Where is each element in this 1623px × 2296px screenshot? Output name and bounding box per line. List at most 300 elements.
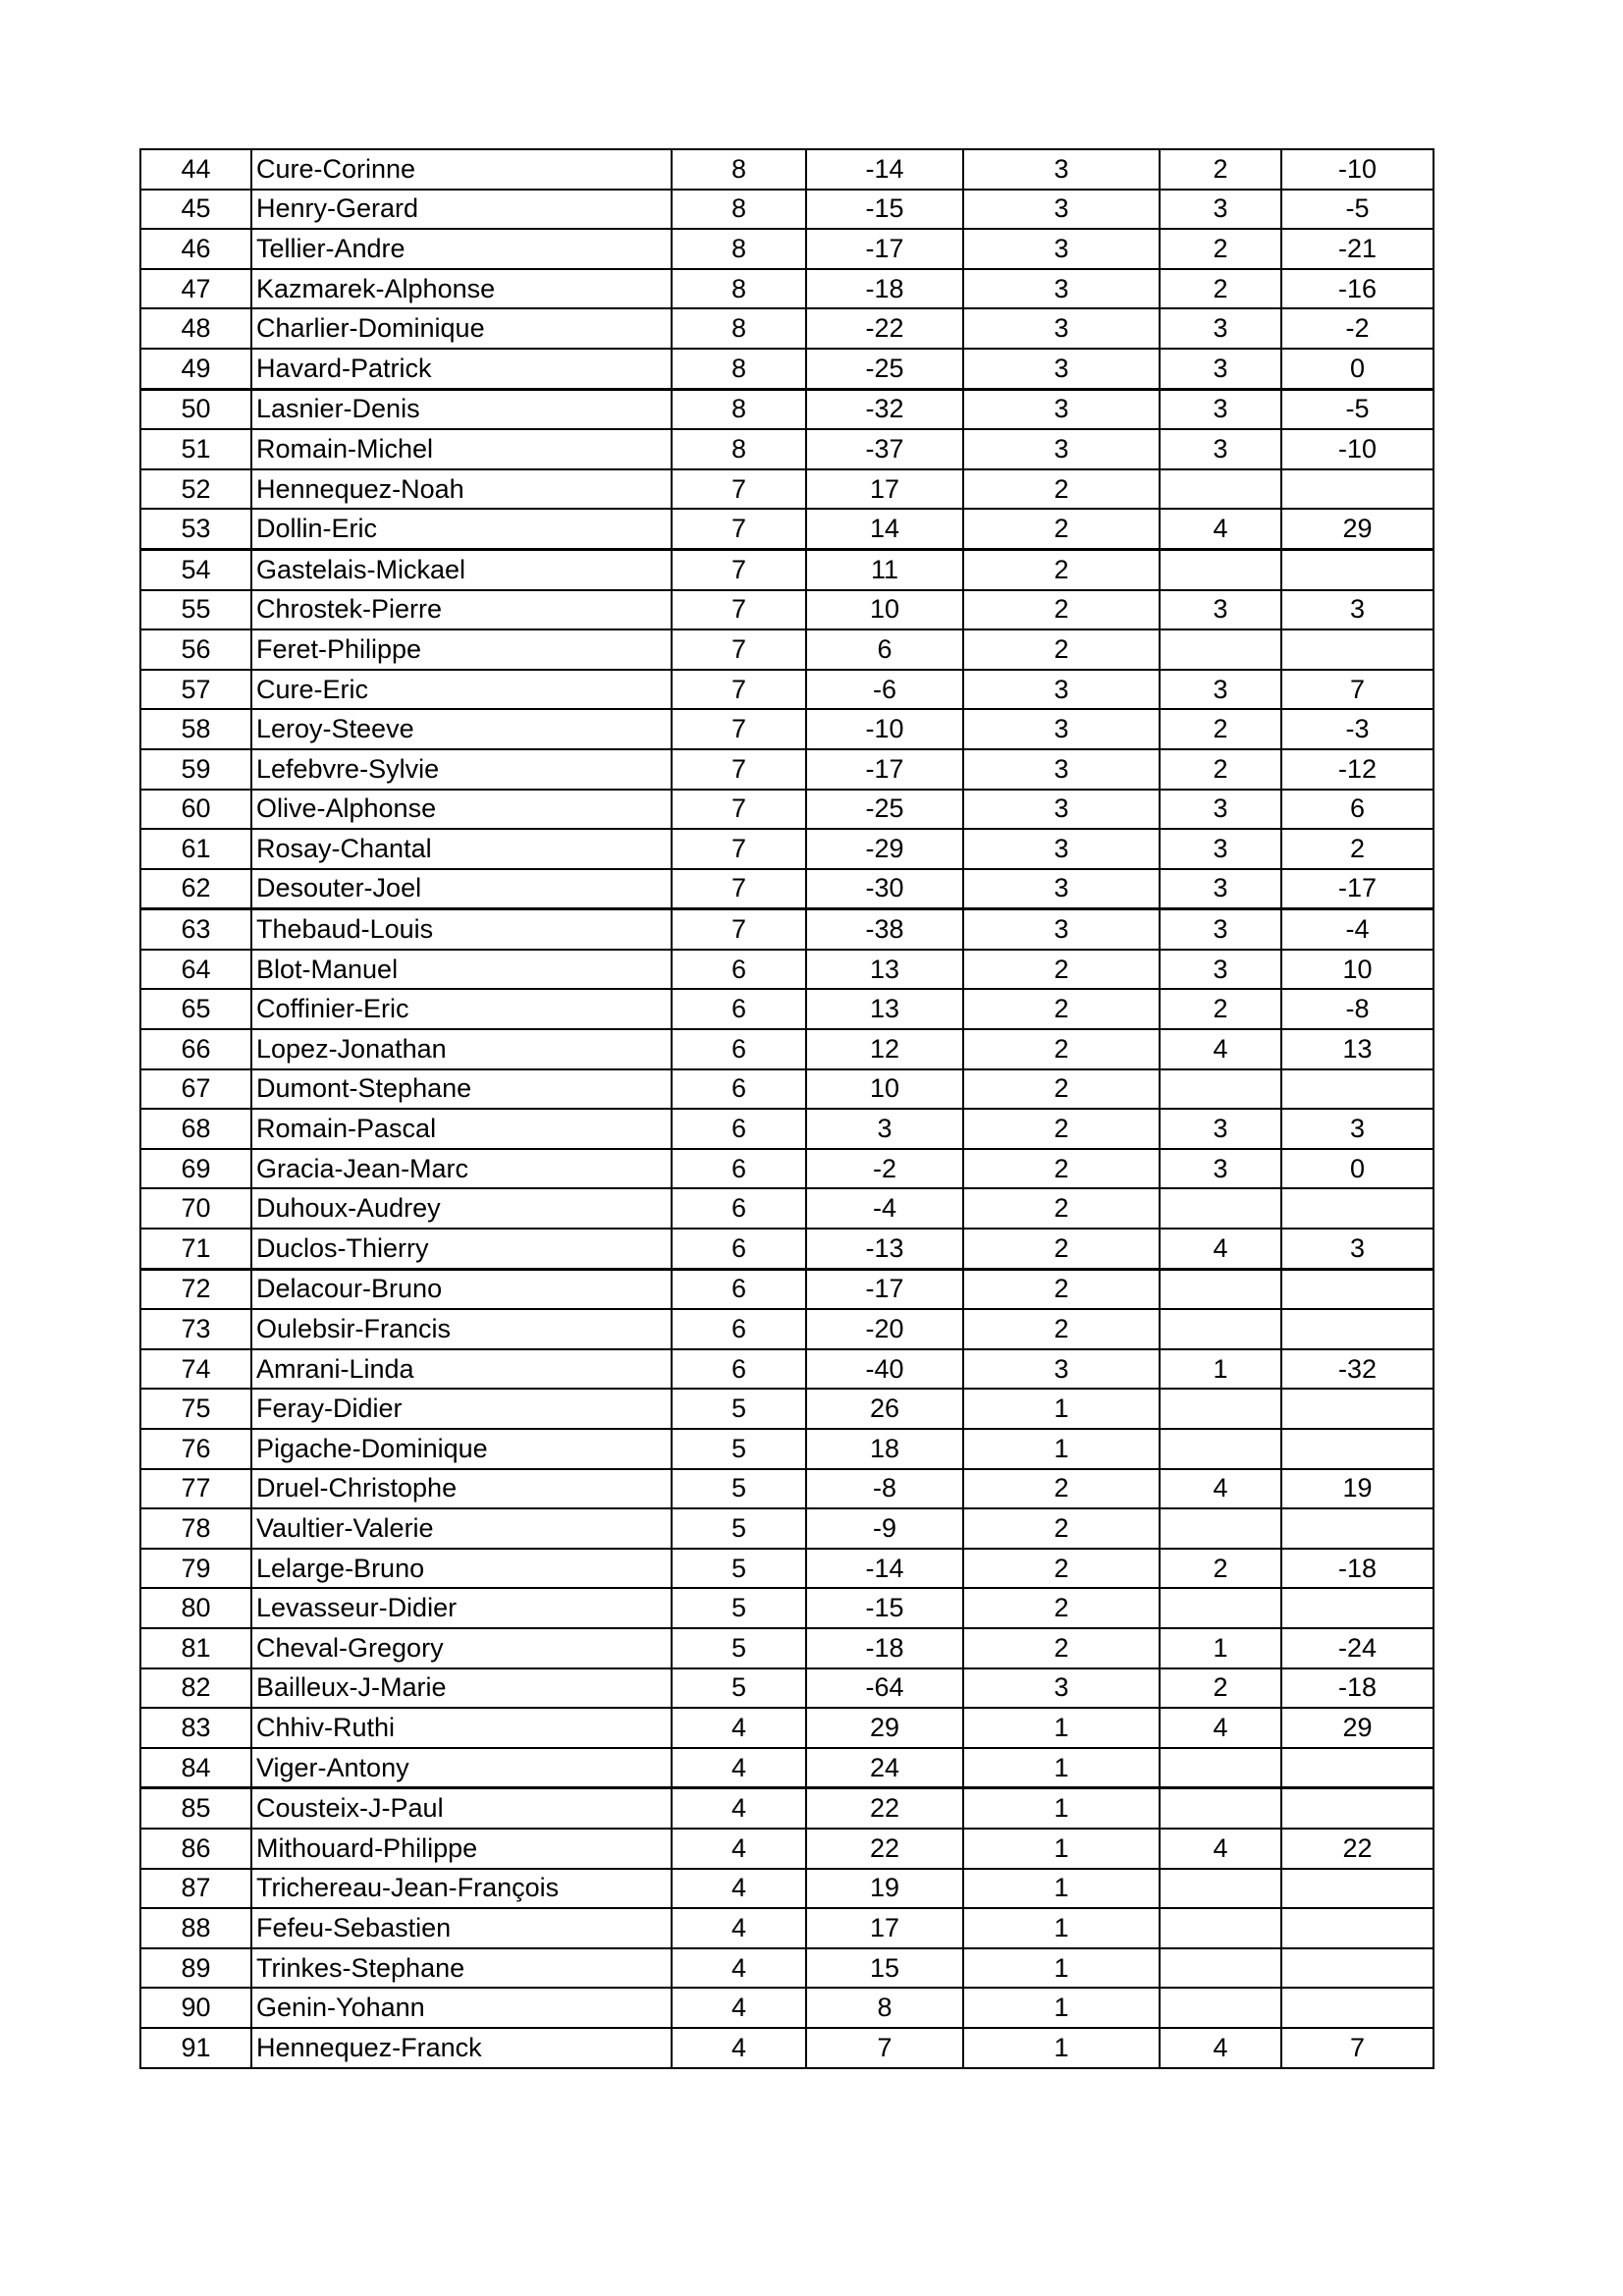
player-name-cell: Gracia-Jean-Marc xyxy=(251,1149,672,1189)
col5-cell: 1 xyxy=(963,2028,1160,2068)
col5-cell: 2 xyxy=(963,509,1160,549)
col5-cell: 1 xyxy=(963,1389,1160,1429)
rank-cell: 64 xyxy=(140,950,251,990)
col7-cell xyxy=(1281,629,1434,670)
col4-cell: 17 xyxy=(806,469,963,510)
col3-cell: 8 xyxy=(672,308,806,349)
col5-cell: 3 xyxy=(963,670,1160,710)
table-row xyxy=(140,829,1434,869)
col3-cell: 6 xyxy=(672,1109,806,1149)
col5-cell: 2 xyxy=(963,469,1160,510)
col6-cell: 2 xyxy=(1160,229,1281,269)
col5-cell: 1 xyxy=(963,1869,1160,1909)
col4-cell: -15 xyxy=(806,1588,963,1628)
rank-cell: 51 xyxy=(140,429,251,469)
col3-cell: 7 xyxy=(672,670,806,710)
col4-cell: 11 xyxy=(806,549,963,589)
rank-cell: 60 xyxy=(140,790,251,830)
table-row xyxy=(140,790,1434,830)
rank-cell: 87 xyxy=(140,1869,251,1909)
player-name-cell: Dollin-Eric xyxy=(251,509,672,549)
col7-cell: -3 xyxy=(1281,709,1434,749)
col7-cell: -5 xyxy=(1281,190,1434,230)
col5-cell: 2 xyxy=(963,950,1160,990)
col5-cell: 2 xyxy=(963,1549,1160,1589)
col6-cell: 3 xyxy=(1160,190,1281,230)
table-row xyxy=(140,229,1434,269)
table-row xyxy=(140,349,1434,389)
table-row xyxy=(140,1788,1434,1829)
table-row xyxy=(140,1988,1434,2028)
col3-cell: 8 xyxy=(672,429,806,469)
col5-cell: 3 xyxy=(963,389,1160,429)
col3-cell: 5 xyxy=(672,1668,806,1709)
col3-cell: 6 xyxy=(672,950,806,990)
col7-cell: 29 xyxy=(1281,509,1434,549)
rank-cell: 78 xyxy=(140,1508,251,1549)
table-row xyxy=(140,1829,1434,1869)
table-row xyxy=(140,1309,1434,1349)
col5-cell: 2 xyxy=(963,1188,1160,1229)
table-row xyxy=(140,1748,1434,1788)
col4-cell: -22 xyxy=(806,308,963,349)
col5-cell: 1 xyxy=(963,1829,1160,1869)
col6-cell xyxy=(1160,469,1281,510)
table-row xyxy=(140,1588,1434,1628)
table-row xyxy=(140,709,1434,749)
rank-cell: 90 xyxy=(140,1988,251,2028)
col5-cell: 3 xyxy=(963,709,1160,749)
rank-cell: 55 xyxy=(140,590,251,630)
col5-cell: 3 xyxy=(963,308,1160,349)
rank-cell: 70 xyxy=(140,1188,251,1229)
col5-cell: 2 xyxy=(963,1588,1160,1628)
table-row xyxy=(140,1029,1434,1069)
col5-cell: 3 xyxy=(963,1668,1160,1709)
rank-cell: 52 xyxy=(140,469,251,510)
rank-cell: 50 xyxy=(140,389,251,429)
col5-cell: 3 xyxy=(963,190,1160,230)
col4-cell: -17 xyxy=(806,1269,963,1309)
rank-cell: 85 xyxy=(140,1788,251,1829)
col7-cell: 7 xyxy=(1281,2028,1434,2068)
col6-cell: 4 xyxy=(1160,1829,1281,1869)
table-row xyxy=(140,1708,1434,1748)
rank-cell: 75 xyxy=(140,1389,251,1429)
player-name-cell: Desouter-Joel xyxy=(251,869,672,909)
col4-cell: 7 xyxy=(806,2028,963,2068)
table-row xyxy=(140,1188,1434,1229)
col6-cell xyxy=(1160,1508,1281,1549)
col5-cell: 1 xyxy=(963,1988,1160,2028)
table-row xyxy=(140,2028,1434,2068)
col5-cell: 3 xyxy=(963,229,1160,269)
rank-cell: 81 xyxy=(140,1628,251,1668)
col6-cell: 2 xyxy=(1160,989,1281,1029)
col7-cell xyxy=(1281,1948,1434,1989)
col4-cell: -18 xyxy=(806,1628,963,1668)
col3-cell: 7 xyxy=(672,469,806,510)
player-name-cell: Amrani-Linda xyxy=(251,1349,672,1390)
player-name-cell: Cousteix-J-Paul xyxy=(251,1788,672,1829)
col3-cell: 4 xyxy=(672,1708,806,1748)
col7-cell: 29 xyxy=(1281,1708,1434,1748)
col7-cell xyxy=(1281,1429,1434,1469)
rank-cell: 71 xyxy=(140,1229,251,1269)
col3-cell: 7 xyxy=(672,509,806,549)
col3-cell: 6 xyxy=(672,1309,806,1349)
col4-cell: -2 xyxy=(806,1149,963,1189)
col6-cell xyxy=(1160,1588,1281,1628)
table-row xyxy=(140,1869,1434,1909)
col7-cell: -21 xyxy=(1281,229,1434,269)
rank-cell: 44 xyxy=(140,149,251,190)
table-row xyxy=(140,429,1434,469)
col5-cell: 2 xyxy=(963,1309,1160,1349)
col6-cell: 4 xyxy=(1160,1708,1281,1748)
col6-cell: 1 xyxy=(1160,1349,1281,1390)
col7-cell: 13 xyxy=(1281,1029,1434,1069)
table-row xyxy=(140,590,1434,630)
col7-cell: 10 xyxy=(1281,950,1434,990)
col4-cell: 14 xyxy=(806,509,963,549)
col5-cell: 2 xyxy=(963,590,1160,630)
col6-cell: 2 xyxy=(1160,709,1281,749)
col6-cell: 3 xyxy=(1160,829,1281,869)
rank-cell: 61 xyxy=(140,829,251,869)
col7-cell xyxy=(1281,1389,1434,1429)
col5-cell: 3 xyxy=(963,869,1160,909)
col4-cell: 15 xyxy=(806,1948,963,1989)
rank-cell: 72 xyxy=(140,1269,251,1309)
player-name-cell: Feret-Philippe xyxy=(251,629,672,670)
col6-cell: 3 xyxy=(1160,590,1281,630)
player-name-cell: Kazmarek-Alphonse xyxy=(251,269,672,309)
results-table-body xyxy=(140,149,1434,2068)
col6-cell: 3 xyxy=(1160,670,1281,710)
player-name-cell: Bailleux-J-Marie xyxy=(251,1668,672,1709)
col7-cell xyxy=(1281,1988,1434,2028)
col6-cell: 4 xyxy=(1160,509,1281,549)
col6-cell: 4 xyxy=(1160,1469,1281,1509)
col6-cell xyxy=(1160,1869,1281,1909)
col4-cell: 10 xyxy=(806,1069,963,1110)
col7-cell xyxy=(1281,1188,1434,1229)
col6-cell xyxy=(1160,549,1281,589)
col6-cell: 3 xyxy=(1160,429,1281,469)
player-name-cell: Olive-Alphonse xyxy=(251,790,672,830)
col5-cell: 2 xyxy=(963,1508,1160,1549)
player-name-cell: Chrostek-Pierre xyxy=(251,590,672,630)
col6-cell xyxy=(1160,1788,1281,1829)
col4-cell: 26 xyxy=(806,1389,963,1429)
rank-cell: 79 xyxy=(140,1549,251,1589)
rank-cell: 54 xyxy=(140,549,251,589)
col7-cell: 6 xyxy=(1281,790,1434,830)
col6-cell: 2 xyxy=(1160,1668,1281,1709)
rank-cell: 62 xyxy=(140,869,251,909)
col4-cell: 13 xyxy=(806,989,963,1029)
col6-cell: 3 xyxy=(1160,349,1281,389)
col3-cell: 6 xyxy=(672,1029,806,1069)
col6-cell: 3 xyxy=(1160,1149,1281,1189)
col5-cell: 2 xyxy=(963,1269,1160,1309)
table-row xyxy=(140,1349,1434,1390)
col3-cell: 8 xyxy=(672,349,806,389)
rank-cell: 69 xyxy=(140,1149,251,1189)
table-row xyxy=(140,1628,1434,1668)
col6-cell xyxy=(1160,1389,1281,1429)
col4-cell: -20 xyxy=(806,1309,963,1349)
table-row xyxy=(140,549,1434,589)
col3-cell: 5 xyxy=(672,1389,806,1429)
col4-cell: 12 xyxy=(806,1029,963,1069)
player-name-cell: Mithouard-Philippe xyxy=(251,1829,672,1869)
table-row xyxy=(140,269,1434,309)
col6-cell: 2 xyxy=(1160,269,1281,309)
player-name-cell: Tellier-Andre xyxy=(251,229,672,269)
col3-cell: 4 xyxy=(672,1988,806,2028)
player-name-cell: Hennequez-Noah xyxy=(251,469,672,510)
col6-cell: 2 xyxy=(1160,149,1281,190)
col5-cell: 3 xyxy=(963,909,1160,950)
col6-cell: 2 xyxy=(1160,749,1281,790)
table-row xyxy=(140,1229,1434,1269)
table-row xyxy=(140,1269,1434,1309)
table-row xyxy=(140,1508,1434,1549)
table-row xyxy=(140,670,1434,710)
col7-cell: 7 xyxy=(1281,670,1434,710)
col4-cell: -18 xyxy=(806,269,963,309)
col4-cell: 22 xyxy=(806,1829,963,1869)
col3-cell: 4 xyxy=(672,1869,806,1909)
col3-cell: 4 xyxy=(672,2028,806,2068)
player-name-cell: Feray-Didier xyxy=(251,1389,672,1429)
player-name-cell: Delacour-Bruno xyxy=(251,1269,672,1309)
player-name-cell: Dumont-Stephane xyxy=(251,1069,672,1110)
col4-cell: 13 xyxy=(806,950,963,990)
table-row xyxy=(140,1149,1434,1189)
col5-cell: 3 xyxy=(963,749,1160,790)
col4-cell: -64 xyxy=(806,1668,963,1709)
player-name-cell: Trinkes-Stephane xyxy=(251,1948,672,1989)
player-name-cell: Chhiv-Ruthi xyxy=(251,1708,672,1748)
col3-cell: 4 xyxy=(672,1829,806,1869)
col3-cell: 7 xyxy=(672,709,806,749)
col6-cell xyxy=(1160,1948,1281,1989)
col5-cell: 2 xyxy=(963,1029,1160,1069)
col6-cell: 3 xyxy=(1160,308,1281,349)
col5-cell: 2 xyxy=(963,1069,1160,1110)
col5-cell: 2 xyxy=(963,1469,1160,1509)
col7-cell: 3 xyxy=(1281,590,1434,630)
col3-cell: 4 xyxy=(672,1908,806,1948)
col7-cell: 2 xyxy=(1281,829,1434,869)
player-name-cell: Fefeu-Sebastien xyxy=(251,1908,672,1948)
col4-cell: -15 xyxy=(806,190,963,230)
col4-cell: -8 xyxy=(806,1469,963,1509)
rank-cell: 56 xyxy=(140,629,251,670)
player-name-cell: Oulebsir-Francis xyxy=(251,1309,672,1349)
rank-cell: 63 xyxy=(140,909,251,950)
col5-cell: 2 xyxy=(963,549,1160,589)
col7-cell: -32 xyxy=(1281,1349,1434,1390)
col7-cell xyxy=(1281,1069,1434,1110)
col3-cell: 6 xyxy=(672,1188,806,1229)
rank-cell: 47 xyxy=(140,269,251,309)
col4-cell: -37 xyxy=(806,429,963,469)
col5-cell: 2 xyxy=(963,1229,1160,1269)
col7-cell: -18 xyxy=(1281,1549,1434,1589)
col7-cell xyxy=(1281,469,1434,510)
results-table xyxy=(139,148,1434,2069)
rank-cell: 53 xyxy=(140,509,251,549)
col7-cell xyxy=(1281,1788,1434,1829)
col5-cell: 2 xyxy=(963,1149,1160,1189)
col6-cell: 1 xyxy=(1160,1628,1281,1668)
col4-cell: 8 xyxy=(806,1988,963,2028)
table-row xyxy=(140,389,1434,429)
col7-cell: 3 xyxy=(1281,1109,1434,1149)
rank-cell: 74 xyxy=(140,1349,251,1390)
player-name-cell: Charlier-Dominique xyxy=(251,308,672,349)
col5-cell: 3 xyxy=(963,349,1160,389)
rank-cell: 45 xyxy=(140,190,251,230)
player-name-cell: Thebaud-Louis xyxy=(251,909,672,950)
rank-cell: 80 xyxy=(140,1588,251,1628)
col6-cell: 3 xyxy=(1160,950,1281,990)
col7-cell: -17 xyxy=(1281,869,1434,909)
col7-cell: 0 xyxy=(1281,349,1434,389)
player-name-cell: Cheval-Gregory xyxy=(251,1628,672,1668)
col7-cell: -10 xyxy=(1281,149,1434,190)
col6-cell xyxy=(1160,1908,1281,1948)
col5-cell: 1 xyxy=(963,1748,1160,1788)
col5-cell: 2 xyxy=(963,1628,1160,1668)
player-name-cell: Lefebvre-Sylvie xyxy=(251,749,672,790)
col3-cell: 8 xyxy=(672,269,806,309)
col3-cell: 5 xyxy=(672,1429,806,1469)
col7-cell: -16 xyxy=(1281,269,1434,309)
col7-cell xyxy=(1281,1309,1434,1349)
rank-cell: 46 xyxy=(140,229,251,269)
table-row xyxy=(140,749,1434,790)
col4-cell: 19 xyxy=(806,1869,963,1909)
col3-cell: 5 xyxy=(672,1469,806,1509)
col5-cell: 3 xyxy=(963,429,1160,469)
player-name-cell: Druel-Christophe xyxy=(251,1469,672,1509)
rank-cell: 88 xyxy=(140,1908,251,1948)
player-name-cell: Pigache-Dominique xyxy=(251,1429,672,1469)
rank-cell: 83 xyxy=(140,1708,251,1748)
col5-cell: 2 xyxy=(963,1109,1160,1149)
col4-cell: -29 xyxy=(806,829,963,869)
col4-cell: -38 xyxy=(806,909,963,950)
col3-cell: 7 xyxy=(672,909,806,950)
col6-cell: 4 xyxy=(1160,1029,1281,1069)
col5-cell: 1 xyxy=(963,1708,1160,1748)
rank-cell: 91 xyxy=(140,2028,251,2068)
col6-cell: 3 xyxy=(1160,389,1281,429)
table-row xyxy=(140,149,1434,190)
rank-cell: 49 xyxy=(140,349,251,389)
col3-cell: 6 xyxy=(672,1229,806,1269)
col5-cell: 2 xyxy=(963,989,1160,1029)
player-name-cell: Lelarge-Bruno xyxy=(251,1549,672,1589)
col7-cell xyxy=(1281,1588,1434,1628)
col3-cell: 4 xyxy=(672,1948,806,1989)
player-name-cell: Trichereau-Jean-François xyxy=(251,1869,672,1909)
player-name-cell: Vaultier-Valerie xyxy=(251,1508,672,1549)
col6-cell xyxy=(1160,1988,1281,2028)
col7-cell: -24 xyxy=(1281,1628,1434,1668)
player-name-cell: Hennequez-Franck xyxy=(251,2028,672,2068)
player-name-cell: Viger-Antony xyxy=(251,1748,672,1788)
player-name-cell: Henry-Gerard xyxy=(251,190,672,230)
rank-cell: 68 xyxy=(140,1109,251,1149)
col7-cell: 22 xyxy=(1281,1829,1434,1869)
player-name-cell: Cure-Corinne xyxy=(251,149,672,190)
rank-cell: 82 xyxy=(140,1668,251,1709)
table-row xyxy=(140,469,1434,510)
col3-cell: 6 xyxy=(672,1069,806,1110)
col3-cell: 8 xyxy=(672,229,806,269)
col6-cell xyxy=(1160,1748,1281,1788)
col3-cell: 7 xyxy=(672,590,806,630)
player-name-cell: Lopez-Jonathan xyxy=(251,1029,672,1069)
col7-cell: -10 xyxy=(1281,429,1434,469)
col6-cell xyxy=(1160,1309,1281,1349)
rank-cell: 59 xyxy=(140,749,251,790)
col4-cell: 24 xyxy=(806,1748,963,1788)
col4-cell: -9 xyxy=(806,1508,963,1549)
table-row xyxy=(140,1069,1434,1110)
player-name-cell: Genin-Yohann xyxy=(251,1988,672,2028)
col4-cell: 10 xyxy=(806,590,963,630)
col3-cell: 5 xyxy=(672,1628,806,1668)
col5-cell: 3 xyxy=(963,829,1160,869)
table-row xyxy=(140,950,1434,990)
table-row xyxy=(140,1908,1434,1948)
col4-cell: -17 xyxy=(806,749,963,790)
player-name-cell: Duhoux-Audrey xyxy=(251,1188,672,1229)
rank-cell: 73 xyxy=(140,1309,251,1349)
col4-cell: 17 xyxy=(806,1908,963,1948)
table-row xyxy=(140,1429,1434,1469)
table-row xyxy=(140,989,1434,1029)
col5-cell: 1 xyxy=(963,1788,1160,1829)
col3-cell: 7 xyxy=(672,829,806,869)
col7-cell xyxy=(1281,1508,1434,1549)
rank-cell: 76 xyxy=(140,1429,251,1469)
col7-cell: -2 xyxy=(1281,308,1434,349)
rank-cell: 57 xyxy=(140,670,251,710)
col5-cell: 1 xyxy=(963,1948,1160,1989)
col3-cell: 7 xyxy=(672,790,806,830)
col4-cell: -32 xyxy=(806,389,963,429)
col4-cell: 6 xyxy=(806,629,963,670)
col4-cell: -14 xyxy=(806,1549,963,1589)
col3-cell: 7 xyxy=(672,549,806,589)
col7-cell: -12 xyxy=(1281,749,1434,790)
player-name-cell: Levasseur-Didier xyxy=(251,1588,672,1628)
col4-cell: -14 xyxy=(806,149,963,190)
table-row xyxy=(140,1549,1434,1589)
col5-cell: 3 xyxy=(963,269,1160,309)
player-name-cell: Rosay-Chantal xyxy=(251,829,672,869)
col4-cell: -25 xyxy=(806,349,963,389)
table-row xyxy=(140,1469,1434,1509)
